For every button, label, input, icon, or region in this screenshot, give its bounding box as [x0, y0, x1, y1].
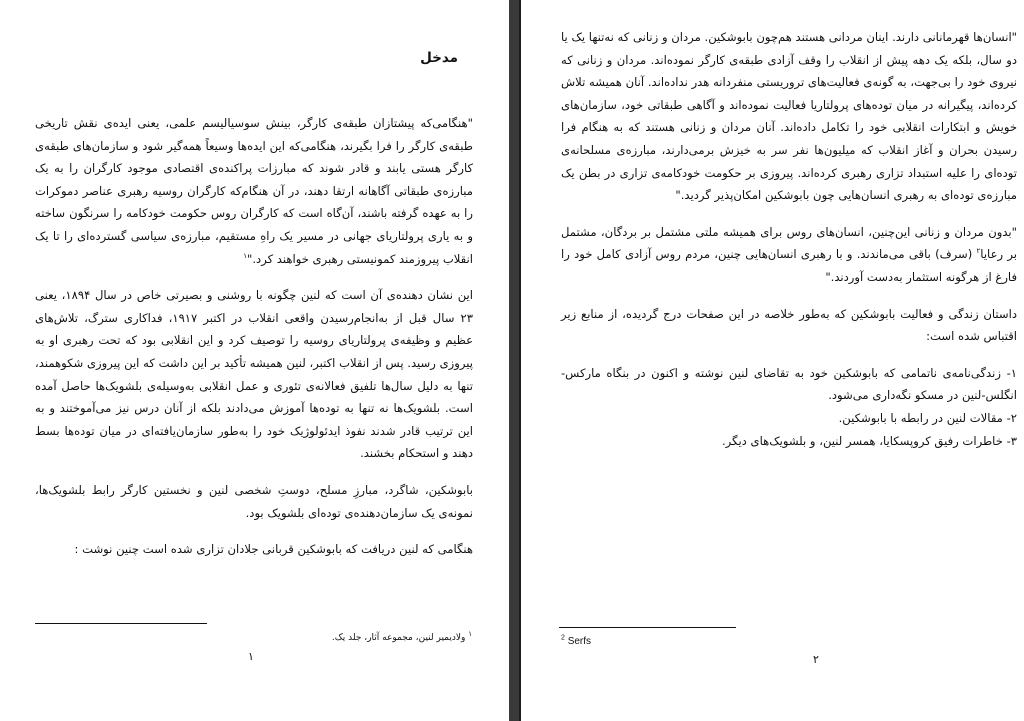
- right-page-body: [561, 26, 1017, 452]
- babushkin-intro-paragraph: بابوشکین، شاگرد، مبارزِ مسلح، دوستِ شخصی لنین و نخستین کارگر رابط بلشویک‌ها، نمونه‌ی یک سازمان‌دهنده‌ی توده‌ای بلشویک بود.: [35, 482, 473, 520]
- section-heading: مدخل: [420, 50, 458, 66]
- lenin-quote-paragraph: [35, 112, 473, 270]
- footnote: [332, 632, 472, 644]
- footnote: [561, 636, 591, 648]
- page-number: ٢: [813, 653, 819, 666]
- footnote-text: Serfs: [567, 636, 592, 647]
- footnote-mark: ١: [468, 630, 472, 638]
- source-list-item: ٢- مقالات لنین در رابطه با بابوشکین.: [838, 410, 1017, 425]
- heroes-quote-paragraph: "انسان‌ها قهرمانانی دارند. اینان مردانی هستند هم‌چون بابوشکین. مردان و زنانی که نه‌تنها یک یا دو سال، بلکه یک دهه پیش از انقلاب را وقف آزادی طبقه‌ی کارگر نموده‌اند. مردان و زنانی که نیروی خود را بی‌جهت، به گونه‌ی فعالیت‌های تروریستی منفردانه هدر نداده‌اند. آنان همیشه تلاش کرده‌اند، پیگیرانه در میان توده‌های پرولتاریا فعالیت نموده‌اند و آگاهی طبقاتی خود، سازمان‌های خویش و ابتکارات انقلابی خود را تکامل داده‌اند. آنان مردان و زنانی هستند که به هنگام فرا رسیدن بحران و آغاز انقلاب که میلیون‌ها نفر سر به خیزش برمی‌دارند، مبارزه‌ی مسلحانه‌ی توده‌ای را علیه استبداد تزاری رهبری کرده‌اند. پیروزی بر حکومت خودکامه‌ی تزاری در بطن یک مبارزه‌ی توده‌ای به رهبری انسان‌هایی چون بابوشکین امکان‌پذیر گردید.": [561, 30, 1017, 203]
- footnote-text: ولادیمیر لنین، مجموعه آثار، جلد یک.: [331, 633, 466, 643]
- left-page: [0, 0, 509, 721]
- sources-intro-paragraph: داستان زندگی و فعالیت بابوشکین که به‌طور خلاصه در این صفحات درج گردیده، از منابع زیر اقتباس شده است:: [561, 306, 1017, 344]
- october-paragraph: این نشان دهنده‌ی آن است که لنین چگونه با روشنی و بصیرتی خاص در سال ١٨٩۴، یعنی ٢٣ سال قبل از به‌انجام‌رسیدن واقعی انقلاب در اکتبر ١٩١٧، فداکاری سترگ، تلاش‌های عظیم و وظیفه‌ی پرولتاریای روسیه را توصیف کرد و این انقلابی بود که تحت رهبری او به پیروزی رسید. پس از انقلاب اکتبر، لنین همیشه تأکید بر این داشت که این پیروزی شکوهمند، تنها به دلیل سال‌ها تلفیق فعالانه‌ی تئوری و عمل انقلابی به‌وسیله‌ی بلشویک‌ها حاصل آمده است. بلشویک‌ها نه تنها به توده‌ها آموزش می‌دادند بلکه از آنان درس نیز می‌آموختند و به این ترتیب قادر شدند نفوذ ایدئولوژیک خود را به‌طور سازمان‌یافته‌ای در میان توده‌ها بسط دهند و استحکام بخشند.: [35, 288, 474, 461]
- serfs-paragraph: [561, 221, 1017, 289]
- page-number: ١: [248, 650, 254, 663]
- footnote-divider: [35, 623, 207, 624]
- footnote-ref-1: ١: [243, 251, 248, 260]
- source-list-item: ١- زندگی‌نامه‌ی ناتمامی که بابوشکین خود به تقاضای لنین نوشته و اکنون در بنگاه مارکس-انگلس-لنین در مسکو نگه‌داری می‌شود.: [561, 365, 1017, 403]
- serfs-text-before: "بدون مردان و زنانی این‌چنین، انسان‌های روس برای همیشه ملتی مشتمل بر بردگان، مشتمل بر رعایا: [561, 224, 1017, 262]
- footnote-mark: 2: [561, 634, 565, 642]
- left-page-body: [35, 112, 473, 561]
- lenin-quote-text: "هنگامی‌که پیشتازان طبقه‌ی کارگر، بینش سوسیالیسم علمی، یعنی ایده‌ی نقش تاریخی طبقه‌ی کارگر را فرا بگیرند، هنگامی‌که این ایده‌ها وسیعاً همه‌گیر شود و سازمان‌های طبقه‌ی کارگر هستی یابند و قادر شوند که مبارزات پراکنده‌ی اقتصادی موجود کارگران را به یک مبارزه‌ی طبقاتی آگاهانه ارتقا دهند، در آن هنگام‌که کارگران روسیه رهبری عناصر دموکرات را به عهده گرفته باشند، آن‌گاه است که کارگران روس حکومت خودکامه را سرنگون ساخته و به یاری پرولتاریای جهانی در مسیر یک راهِ مستقیم، مبارزه‌ی سیاسی گسترده‌ای را تا یک انقلاب پیروزمند کمونیستی رهبری خواهند کرد.": [35, 116, 473, 266]
- footnote-ref-2: ٢: [976, 247, 981, 256]
- right-page: [521, 0, 1024, 721]
- lenin-wrote-paragraph: هنگامی که لنین دریافت که بابوشکین قربانی جلادان تزاری شده است چنین نوشت :: [74, 542, 473, 557]
- source-list-item: ٣- خاطرات رفیق کروپسکایا، همسر لنین، و بلشویک‌های دیگر.: [721, 433, 1017, 448]
- footnote-divider: [559, 627, 736, 628]
- serfs-text-after: (سرف) باقی می‌ماندند. و با رهبری انسان‌هایی چنین، مردم روس آزادی کامل خود را فارغ از هرگونه استثمار به‌دست آوردند.": [561, 247, 1017, 284]
